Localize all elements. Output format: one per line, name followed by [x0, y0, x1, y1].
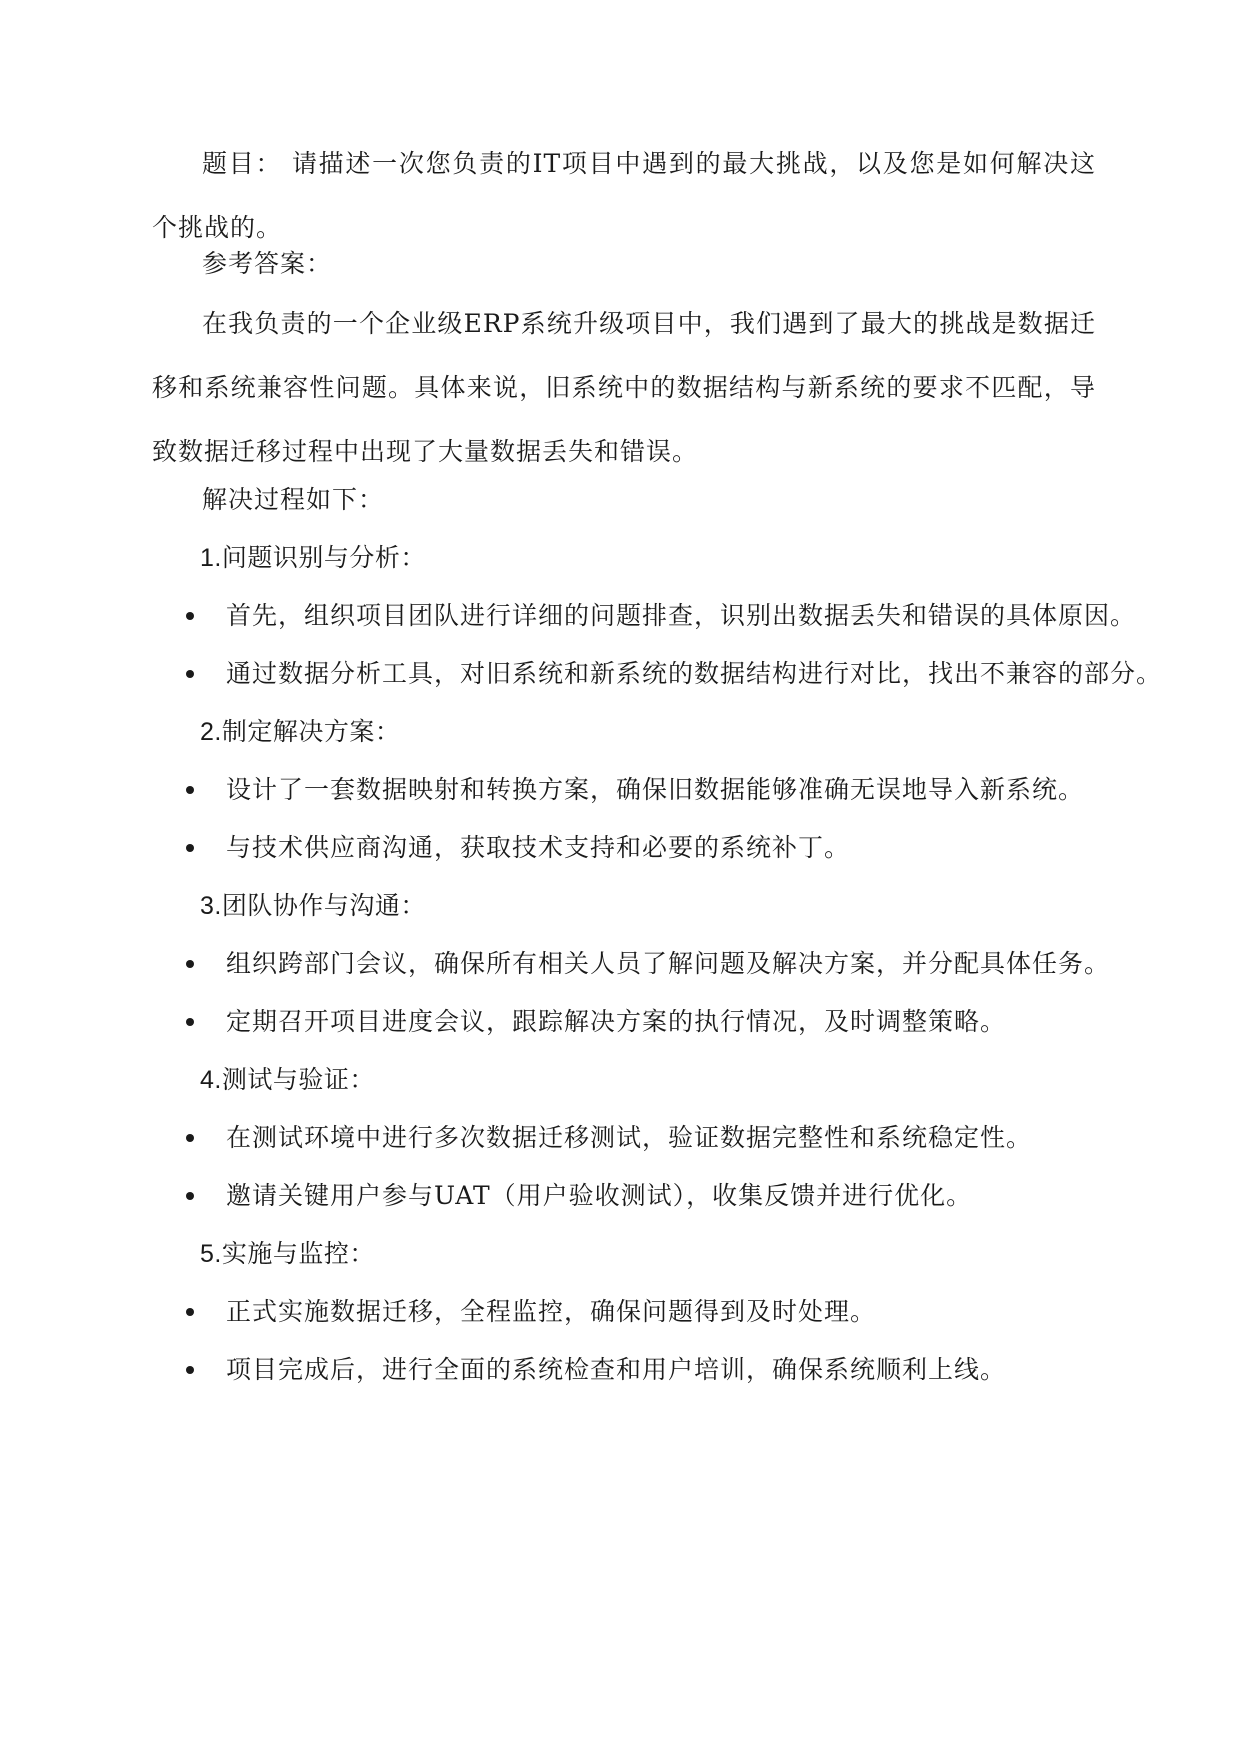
list-item [186, 990, 1106, 1054]
list-item [186, 758, 1106, 822]
list-item [186, 1280, 1106, 1344]
list-item [186, 816, 1106, 880]
list-item [186, 642, 1163, 706]
section-heading [200, 526, 426, 590]
list-item-text: 在测试环境中进行多次数据迁移测试，验证数据完整性和系统稳定性。 [226, 1123, 1033, 1152]
bullet-icon [186, 1018, 194, 1026]
list-item-text: 项目完成后，进行全面的系统检查和用户培训，确保系统顺利上线。 [226, 1355, 1007, 1384]
bullet-icon [186, 960, 194, 968]
bullet-icon [186, 1366, 194, 1374]
section-heading [200, 1222, 375, 1286]
list-item-text: 定期召开项目进度会议，跟踪解决方案的执行情况，及时调整策略。 [226, 1007, 1007, 1036]
list-item [186, 1164, 1106, 1228]
section-title: 团队协作与沟通： [221, 891, 426, 920]
list-item [186, 1338, 1106, 1402]
list-item [186, 1106, 1106, 1170]
list-item-text: 与技术供应商沟通，获取技术支持和必要的系统补丁。 [226, 833, 851, 862]
list-item [186, 932, 1111, 996]
list-item-text: 首先，组织项目团队进行详细的问题排查，识别出数据丢失和错误的具体原因。 [226, 601, 1137, 630]
bullet-icon [186, 1308, 194, 1316]
list-item-text: 正式实施数据迁移，全程监控，确保问题得到及时处理。 [226, 1297, 877, 1326]
bullet-icon [186, 1192, 194, 1200]
bullet-icon [186, 670, 194, 678]
section-number: 5. [200, 1240, 222, 1268]
bullet-icon [186, 612, 194, 620]
section-title: 问题识别与分析： [221, 543, 426, 572]
list-item-text: 设计了一套数据映射和转换方案，确保旧数据能够准确无误地导入新系统。 [226, 775, 1085, 804]
bullet-icon [186, 786, 194, 794]
section-number: 3. [200, 892, 222, 920]
section-heading [200, 874, 426, 938]
intro-paragraph: 在我负责的一个企业级ERP系统升级项目中，我们遇到了最大的挑战是数据迁移和系统兼容性问题。具体来说，旧系统中的数据结构与新系统的要求不匹配，导致数据迁移过程中出现了大量数据丢失和错误。 [152, 309, 1096, 466]
answer-label: 参考答案： [202, 249, 333, 278]
list-item [186, 584, 1137, 648]
section-heading [200, 700, 400, 764]
section-number: 2. [200, 718, 222, 746]
list-item-text: 邀请关键用户参与UAT（用户验收测试），收集反馈并进行优化。 [226, 1181, 973, 1210]
bullet-icon [186, 1134, 194, 1142]
process-label: 解决过程如下： [202, 485, 385, 514]
question-label: 题目： [202, 149, 283, 178]
question-text: 请描述一次您负责的IT项目中遇到的最大挑战，以及您是如何解决这个挑战的。 [152, 149, 1096, 242]
section-number: 4. [200, 1066, 222, 1094]
section-title: 实施与监控： [221, 1239, 375, 1268]
section-title: 测试与验证： [221, 1065, 375, 1094]
section-title: 制定解决方案： [221, 717, 401, 746]
section-heading [200, 1048, 375, 1112]
bullet-icon [186, 844, 194, 852]
list-item-text: 通过数据分析工具，对旧系统和新系统的数据结构进行对比，找出不兼容的部分。 [226, 659, 1163, 688]
list-item-text: 组织跨部门会议，确保所有相关人员了解问题及解决方案，并分配具体任务。 [226, 949, 1111, 978]
section-number: 1. [200, 544, 222, 572]
